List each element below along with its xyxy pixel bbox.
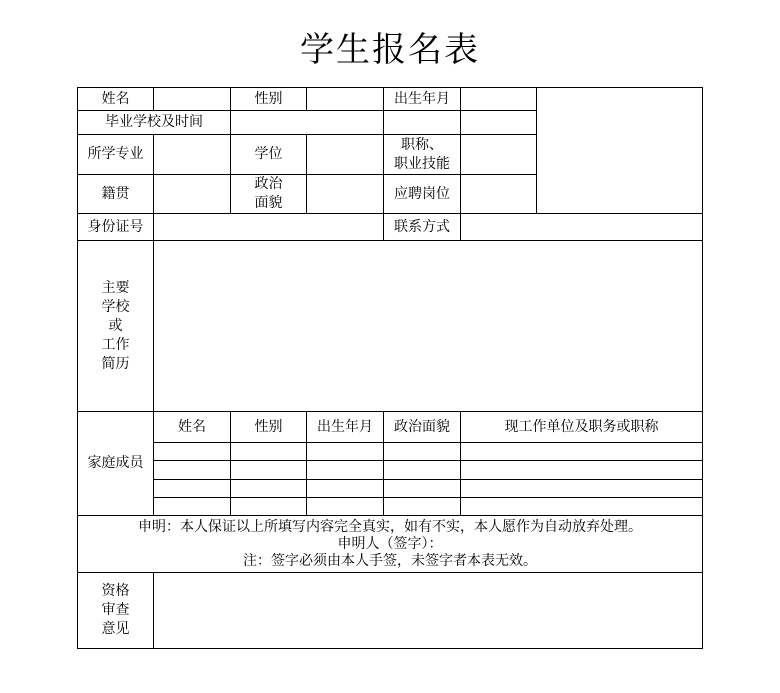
label-id-number: 身份证号 xyxy=(78,214,154,241)
native-field[interactable] xyxy=(154,175,231,214)
family-cell[interactable] xyxy=(154,480,231,498)
family-cell[interactable] xyxy=(461,498,703,516)
contact-field[interactable] xyxy=(461,214,703,241)
family-cell[interactable] xyxy=(307,461,384,480)
major-field[interactable] xyxy=(154,135,231,175)
family-cell[interactable] xyxy=(231,480,307,498)
form-title: 学生报名表 xyxy=(300,30,480,70)
family-cell[interactable] xyxy=(154,443,231,461)
registration-form-table xyxy=(77,87,703,649)
id-number-field[interactable] xyxy=(154,214,384,241)
family-cell[interactable] xyxy=(461,461,703,480)
resume-line: 或 xyxy=(108,317,123,334)
title-skill-line1: 职称、 xyxy=(401,136,443,153)
family-cell[interactable] xyxy=(384,461,461,480)
family-cell[interactable] xyxy=(231,461,307,480)
label-resume xyxy=(78,241,154,412)
family-cell[interactable] xyxy=(384,443,461,461)
label-native: 籍贯 xyxy=(78,175,154,214)
label-title-skill xyxy=(384,135,461,175)
declaration-line2: 申明人（签字）： xyxy=(337,535,443,552)
position-field[interactable] xyxy=(461,175,537,214)
political-field[interactable] xyxy=(307,175,384,214)
family-cell[interactable] xyxy=(384,480,461,498)
gender-field[interactable] xyxy=(307,88,384,111)
school-time-field-2[interactable] xyxy=(384,111,461,135)
family-cell[interactable] xyxy=(461,443,703,461)
school-time-field[interactable] xyxy=(231,111,384,135)
resume-field[interactable] xyxy=(154,241,703,412)
family-cell[interactable] xyxy=(384,498,461,516)
label-major: 所学专业 xyxy=(78,135,154,175)
title-skill-field[interactable] xyxy=(461,135,537,175)
birth-field[interactable] xyxy=(461,88,537,111)
review-line: 意见 xyxy=(101,621,130,637)
family-cell[interactable] xyxy=(154,498,231,516)
family-cell[interactable] xyxy=(307,498,384,516)
resume-line: 简历 xyxy=(101,355,130,372)
declaration-line1: 申明：本人保证以上所填写内容完全真实，如有不实，本人愿作为自动放弃处理。 xyxy=(138,518,642,535)
label-political xyxy=(231,175,307,214)
family-cell[interactable] xyxy=(461,480,703,498)
family-header-name: 姓名 xyxy=(154,412,231,443)
family-cell[interactable] xyxy=(307,480,384,498)
declaration xyxy=(78,516,703,573)
label-contact: 联系方式 xyxy=(384,214,461,241)
label-gender: 性别 xyxy=(231,88,307,111)
family-header-gender: 性别 xyxy=(231,412,307,443)
family-header-work: 现工作单位及职务或职称 xyxy=(461,412,703,443)
family-cell[interactable] xyxy=(231,443,307,461)
photo-area[interactable] xyxy=(537,88,703,214)
family-header-birth: 出生年月 xyxy=(307,412,384,443)
name-field[interactable] xyxy=(154,88,231,111)
title-skill-line2: 职业技能 xyxy=(394,155,450,172)
family-header-political: 政治面貌 xyxy=(384,412,461,443)
review-line: 资格 xyxy=(101,583,130,599)
label-birth: 出生年月 xyxy=(384,88,461,111)
review-line: 审查 xyxy=(101,602,130,618)
resume-line: 主要 xyxy=(101,279,130,296)
political-line1: 政治 xyxy=(254,176,283,192)
degree-field[interactable] xyxy=(307,135,384,175)
family-cell[interactable] xyxy=(307,443,384,461)
label-degree: 学位 xyxy=(231,135,307,175)
family-cell[interactable] xyxy=(154,461,231,480)
school-time-field-3[interactable] xyxy=(461,111,537,135)
label-position: 应聘岗位 xyxy=(384,175,461,214)
label-school-time: 毕业学校及时间 xyxy=(78,111,231,135)
resume-line: 学校 xyxy=(101,298,130,315)
political-line2: 面貌 xyxy=(254,195,283,211)
review-field[interactable] xyxy=(154,573,703,649)
label-name: 姓名 xyxy=(78,88,154,111)
resume-line: 工作 xyxy=(101,336,130,353)
declaration-line3: 注：签字必须由本人手签，未签字者本表无效。 xyxy=(243,552,537,569)
label-review xyxy=(78,573,154,649)
family-cell[interactable] xyxy=(231,498,307,516)
label-family: 家庭成员 xyxy=(78,412,154,516)
